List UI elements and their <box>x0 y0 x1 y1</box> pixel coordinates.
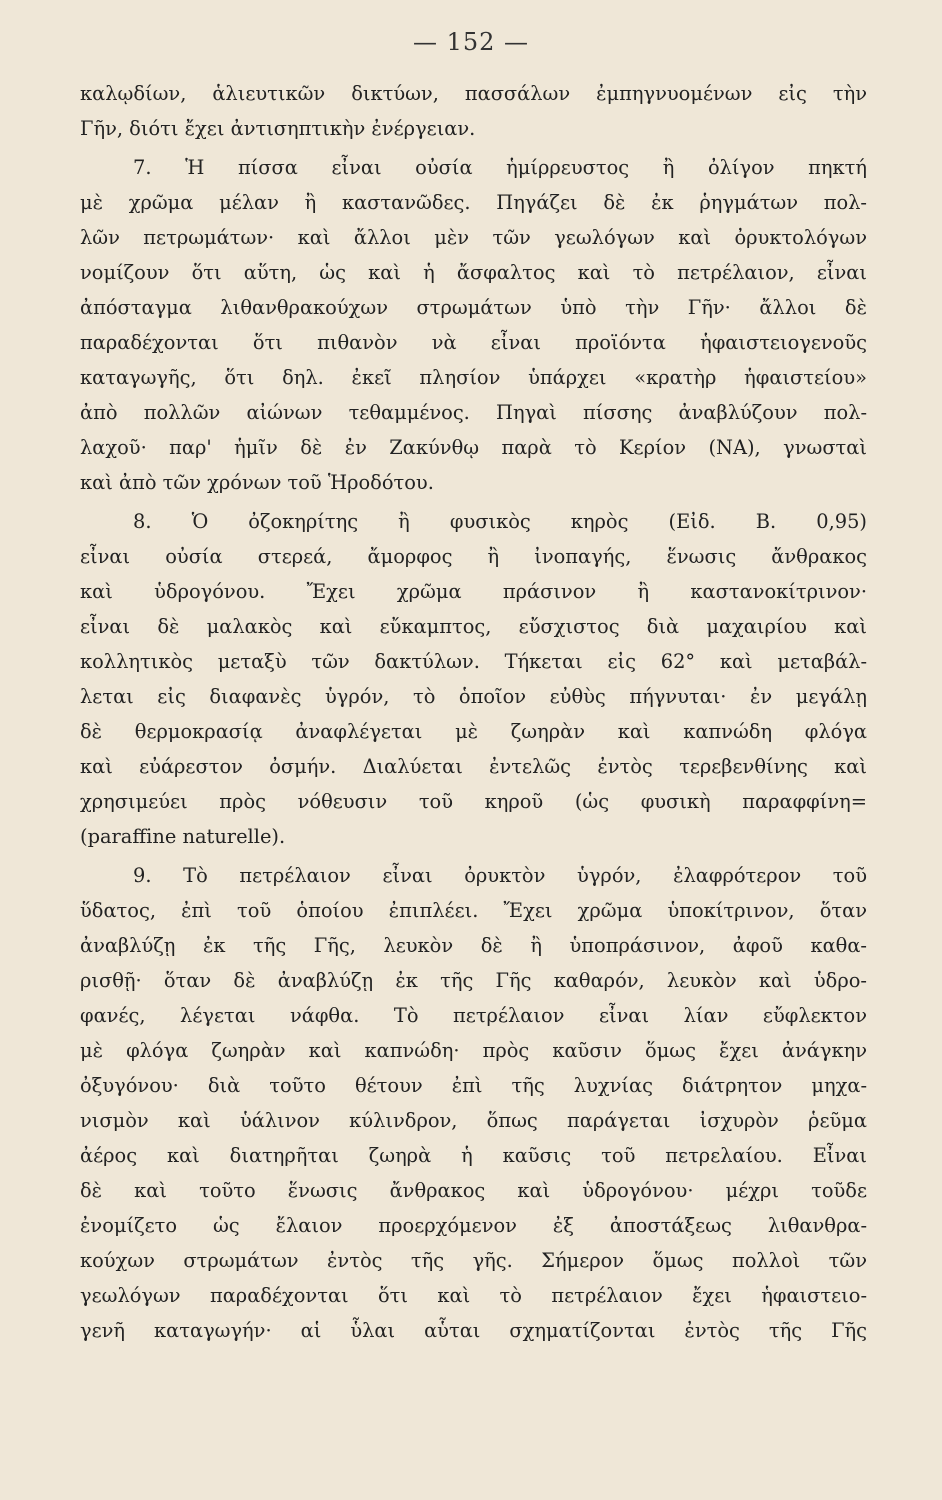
text-line: κούχων στρωμάτων ἐντὸς τῆς γῆς. Σήμερον ὅμως πολλοὶ τῶν <box>80 1249 867 1272</box>
text-line: δὲ καὶ τοῦτο ἕνωσις ἄνθρακος καὶ ὑδρογόνου· μέχρι τοῦδε <box>80 1179 867 1202</box>
text-line: λεται εἰς διαφανὲς ὑγρόν, τὸ ὁποῖον εὐθὺς πήγνυται· ἐν μεγάλῃ <box>80 685 867 708</box>
text-line: ὕδατος, ἐπὶ τοῦ ὁποίου ἐπιπλέει. Ἔχει χρῶμα ὑποκίτρινον, ὅταν <box>80 899 867 922</box>
text-line: μὲ χρῶμα μέλαν ἢ καστανῶδες. Πηγάζει δὲ ἐκ ῥηγμάτων πολ- <box>80 191 867 214</box>
text-line: καὶ ἀπὸ τῶν χρόνων τοῦ Ἡροδότου. <box>80 471 434 494</box>
text-line: ἀναβλύζῃ ἐκ τῆς Γῆς, λευκὸν δὲ ἢ ὑποπράσινον, ἀφοῦ καθα- <box>80 934 867 957</box>
text-line: ἀέρος καὶ διατηρῆται ζωηρὰ ἡ καῦσις τοῦ πετρελαίου. Εἶναι <box>80 1144 867 1167</box>
text-line: λαχοῦ· παρ' ἡμῖν δὲ ἐν Ζακύνθῳ παρὰ τὸ Κερίον (ΝΑ), γνωσταὶ <box>80 436 867 459</box>
text-line: εἶναι δὲ μαλακὸς καὶ εὔκαμπτος, εὔσχιστος διὰ μαχαιρίου καὶ <box>80 615 867 638</box>
text-line: καταγωγῆς, ὅτι δηλ. ἐκεῖ πλησίον ὑπάρχει «κρατὴρ ἡφαιστείου» <box>80 366 867 389</box>
text-line: μὲ φλόγα ζωηρὰν καὶ καπνώδη· πρὸς καῦσιν ὅμως ἔχει ἀνάγκην <box>80 1039 867 1062</box>
body-text <box>80 76 867 1348</box>
text-line: ρισθῇ· ὅταν δὲ ἀναβλύζῃ ἐκ τῆς Γῆς καθαρόν, λευκὸν καὶ ὑδρο- <box>80 969 867 992</box>
section-9-heading-line: 9. Τὸ πετρέλαιον εἶναι ὀρυκτὸν ὑγρόν, ἐλαφρότερον τοῦ <box>133 864 867 887</box>
text-line: γενῆ καταγωγήν· αἱ ὗλαι αὗται σχηματίζονται ἐντὸς τῆς Γῆς <box>80 1319 867 1342</box>
section-7-heading-line: 7. Ἡ πίσσα εἶναι οὐσία ἡμίρρευστος ἢ ὀλίγον πηκτή <box>133 156 867 179</box>
text-line: Γῆν, διότι ἔχει ἀντισηπτικὴν ἐνέργειαν. <box>80 117 476 140</box>
text-line: ἐνομίζετο ὡς ἔλαιον προερχόμενον ἐξ ἀποστάξεως λιθανθρα- <box>80 1214 867 1237</box>
text-line: ἀπὸ πολλῶν αἰώνων τεθαμμένος. Πηγαὶ πίσσης ἀναβλύζουν πολ- <box>80 401 867 424</box>
text-line: καὶ ὑδρογόνου. Ἔχει χρῶμα πράσινον ἢ καστανοκίτρινον· <box>80 580 867 603</box>
text-line: καὶ εὐάρεστον ὀσμήν. Διαλύεται ἐντελῶς ἐντὸς τερεβενθίνης καὶ <box>80 755 867 778</box>
text-line: παραδέχονται ὅτι πιθανὸν νὰ εἶναι προϊόντα ἡφαιστειογενοῦς <box>80 331 867 354</box>
text-line: εἶναι οὐσία στερεά, ἄμορφος ἢ ἰνοπαγής, ἕνωσις ἄνθρακος <box>80 545 867 568</box>
text-line: νισμὸν καὶ ὑάλινον κύλινδρον, ὅπως παράγεται ἰσχυρὸν ῥεῦμα <box>80 1109 867 1132</box>
text-line: χρησιμεύει πρὸς νόθευσιν τοῦ κηροῦ (ὡς φυσικὴ παραφφίνη= <box>80 790 867 813</box>
section-8-heading-line: 8. Ὁ ὀζοκηρίτης ἢ φυσικὸς κηρὸς (Εἰδ. Β. 0,95) <box>133 510 867 533</box>
text-line: φανές, λέγεται νάφθα. Τὸ πετρέλαιον εἶναι λίαν εὔφλεκτον <box>80 1004 867 1027</box>
text-line: (paraffine naturelle). <box>80 825 286 848</box>
text-line: καλῳδίων, ἁλιευτικῶν δικτύων, πασσάλων ἐμπηγνυομένων εἰς τὴν <box>80 82 867 105</box>
text-line: γεωλόγων παραδέχονται ὅτι καὶ τὸ πετρέλαιον ἔχει ἡφαιστειο- <box>80 1284 867 1307</box>
text-line: ὀξυγόνου· διὰ τοῦτο θέτουν ἐπὶ τῆς λυχνίας διάτρητον μηχα- <box>80 1074 867 1097</box>
text-line: δὲ θερμοκρασίᾳ ἀναφλέγεται μὲ ζωηρὰν καὶ καπνώδη φλόγα <box>80 720 867 743</box>
text-line: κολλητικὸς μεταξὺ τῶν δακτύλων. Τήκεται εἰς 62° καὶ μεταβάλ- <box>80 650 867 673</box>
text-line: νομίζουν ὅτι αὕτη, ὡς καὶ ἡ ἄσφαλτος καὶ τὸ πετρέλαιον, εἶναι <box>80 261 867 284</box>
page-number: — 152 — <box>412 28 530 56</box>
text-line: ἀπόσταγμα λιθανθρακούχων στρωμάτων ὑπὸ τὴν Γῆν· ἄλλοι δὲ <box>80 296 867 319</box>
text-line: λῶν πετρωμάτων· καὶ ἄλλοι μὲν τῶν γεωλόγων καὶ ὀρυκτολόγων <box>80 226 867 249</box>
